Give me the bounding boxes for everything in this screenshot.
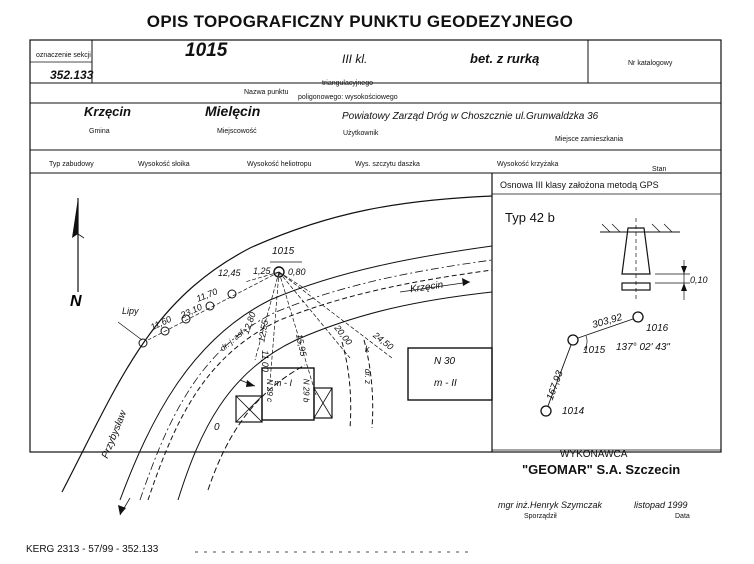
contractor-name: "GEOMAR" S.A. Szczecin bbox=[522, 462, 681, 477]
dim-1280: 12,80 bbox=[240, 310, 258, 336]
building-m2-label: m - II bbox=[434, 378, 457, 389]
author-value: mgr inż.Henryk Szymczak bbox=[498, 500, 603, 510]
k-label: k bbox=[365, 344, 370, 354]
road-label-krzecin: Krzęcin bbox=[409, 279, 444, 296]
point-1016-label: 1016 bbox=[646, 323, 669, 334]
date-label: Data bbox=[675, 513, 690, 520]
network-title: Osnowa III klasy założona metodą GPS bbox=[500, 180, 659, 190]
attr-stan: Stan bbox=[652, 166, 667, 173]
attr-wysokosc-krzyzaka: Wysokość krzyżaka bbox=[497, 161, 559, 168]
gmina-label: Gmina bbox=[89, 128, 110, 135]
point-1015-label: 1015 bbox=[583, 345, 606, 356]
catalog-label: Nr katalogowy bbox=[628, 60, 673, 67]
svg-text:N: N bbox=[70, 293, 82, 310]
point-1014-label: 1014 bbox=[562, 406, 585, 417]
dim-1245: 12,45 bbox=[218, 268, 241, 278]
date-value: listopad 1999 bbox=[634, 500, 688, 510]
point-number: 1015 bbox=[185, 40, 228, 61]
dim-2310: 23,10 bbox=[178, 301, 204, 321]
road-label-przybyslaw: Przybysław bbox=[100, 409, 130, 461]
building-n30-label: N 30 bbox=[434, 356, 456, 367]
earth-road-label: dr. z bbox=[363, 368, 373, 385]
dim-2000: 20,00 bbox=[332, 323, 355, 347]
building-29b-label: N 29 b bbox=[301, 378, 311, 403]
dim-1255: 12,55 bbox=[256, 319, 271, 343]
distance-top: 303,92 bbox=[591, 311, 624, 332]
gmina-value: Krzęcin bbox=[84, 104, 131, 119]
lipy-label: Lipy bbox=[122, 306, 139, 316]
point-name-label: Nazwa punktu bbox=[244, 89, 289, 96]
attr-typ-zabudowy: Typ zabudowy bbox=[49, 161, 94, 168]
attr-wysokosc-heliotropu: Wysokość heliotropu bbox=[247, 161, 312, 168]
uzytkownik-value: Powiatowy Zarząd Dróg w Choszcznie ul.Grunwaldzka 36 bbox=[342, 111, 599, 122]
dim-2450: 24,50 bbox=[371, 330, 396, 352]
type-label: Typ 42 b bbox=[505, 210, 555, 225]
building-m1-label: m - I bbox=[274, 378, 292, 388]
type-option-2: poligonowego: wysokościowego bbox=[298, 94, 398, 101]
contractor-label: WYKONAWCA bbox=[560, 449, 628, 460]
miejscowosc-label: Miejscowość bbox=[217, 128, 257, 135]
reference-number: KERG 2313 - 57/99 - 352.133 bbox=[26, 544, 159, 555]
dim-1595: 15,95 bbox=[294, 332, 309, 358]
section-value: 352.133 bbox=[50, 68, 94, 82]
dim-1170: 11,70 bbox=[194, 286, 219, 304]
section-label: oznaczenie sekcji bbox=[36, 52, 91, 59]
dim-1160: 11,60 bbox=[148, 313, 173, 333]
angle-value: 137° 02' 43" bbox=[616, 342, 670, 353]
attr-wysokosc-sloika: Wysokość słoika bbox=[138, 161, 190, 168]
sketch-point-label: 1015 bbox=[272, 246, 295, 257]
zero-label: 0 bbox=[214, 422, 220, 433]
dim-1100: 11,00 bbox=[259, 350, 270, 372]
author-label: Sporządził bbox=[524, 513, 557, 520]
asphalt-road-label: dr. j. asf bbox=[218, 328, 246, 353]
attr-wys-szczytu-daszka: Wys. szczytu daszka bbox=[355, 161, 420, 168]
class-value: III kl. bbox=[342, 52, 368, 66]
miejscowosc-value: Mielęcin bbox=[205, 103, 261, 119]
zamieszkanie-label: Miejsce zamieszkania bbox=[555, 136, 624, 143]
distance-left: 167,93 bbox=[544, 369, 566, 402]
material-value: bet. z rurką bbox=[470, 51, 540, 66]
depth-label: 0,10 bbox=[690, 275, 708, 285]
building-29c-label: N 29 c bbox=[265, 378, 275, 403]
dim-125: 1,25 bbox=[253, 266, 271, 276]
dim-080: 0,80 bbox=[288, 267, 306, 277]
type-option-1: triangulacyjnego bbox=[322, 80, 373, 87]
document-title: OPIS TOPOGRAFICZNY PUNKTU GEODEZYJNEGO bbox=[146, 12, 574, 31]
uzytkownik-label: Użytkownik bbox=[343, 130, 379, 137]
